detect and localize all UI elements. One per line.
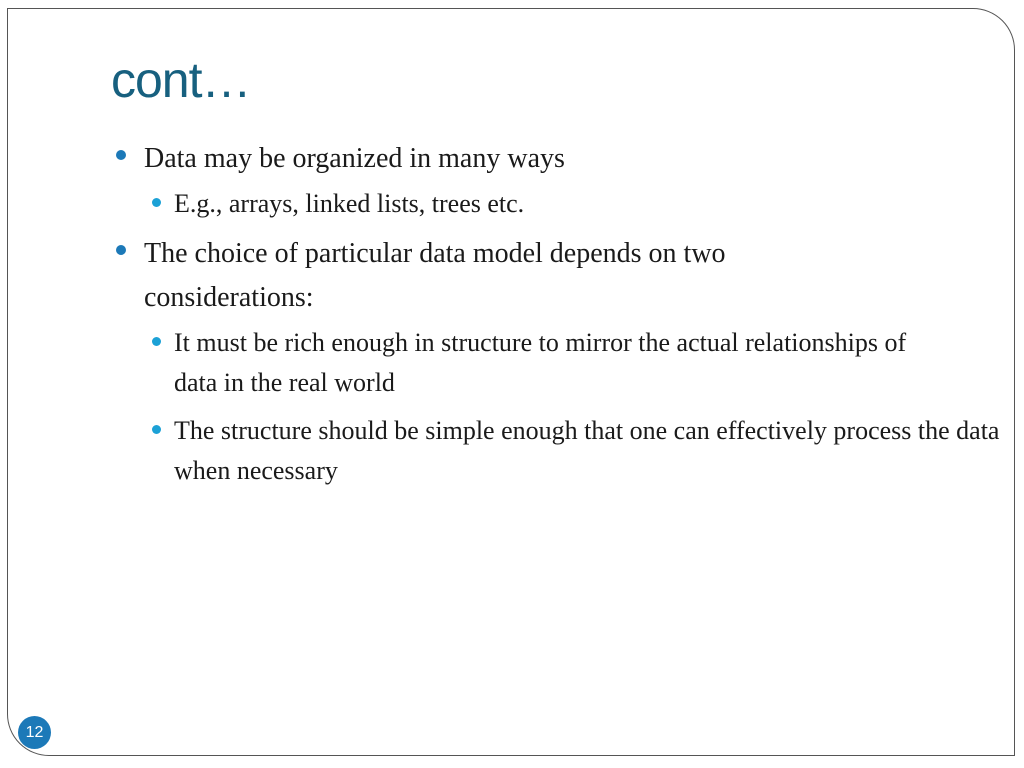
bullet-text: E.g., arrays, linked lists, trees etc. (174, 189, 525, 218)
bullet-text: The choice of particular data model depends on two considerations: (144, 238, 726, 313)
sub-bullet-item (112, 411, 1024, 491)
bullet-text: The structure should be simple enough that one can effectively process the data when necessary (174, 416, 1000, 485)
bullet-item (112, 232, 864, 320)
sub-bullet-item (112, 323, 934, 403)
bullet-text: It must be rich enough in structure to mirror the actual relationships of data in the real world (174, 328, 907, 397)
bullet-item (112, 137, 972, 181)
bullet-dot-icon (152, 337, 161, 346)
slide-title: cont… (111, 52, 251, 108)
page-number-badge: 12 (18, 716, 51, 749)
bullet-dot-icon (152, 425, 161, 434)
sub-bullet-item (112, 184, 972, 224)
bullet-list (112, 137, 1000, 491)
bullet-dot-icon (116, 245, 126, 255)
bullet-dot-icon (152, 198, 161, 207)
bullet-text: Data may be organized in many ways (144, 143, 565, 174)
bullet-dot-icon (116, 150, 126, 160)
